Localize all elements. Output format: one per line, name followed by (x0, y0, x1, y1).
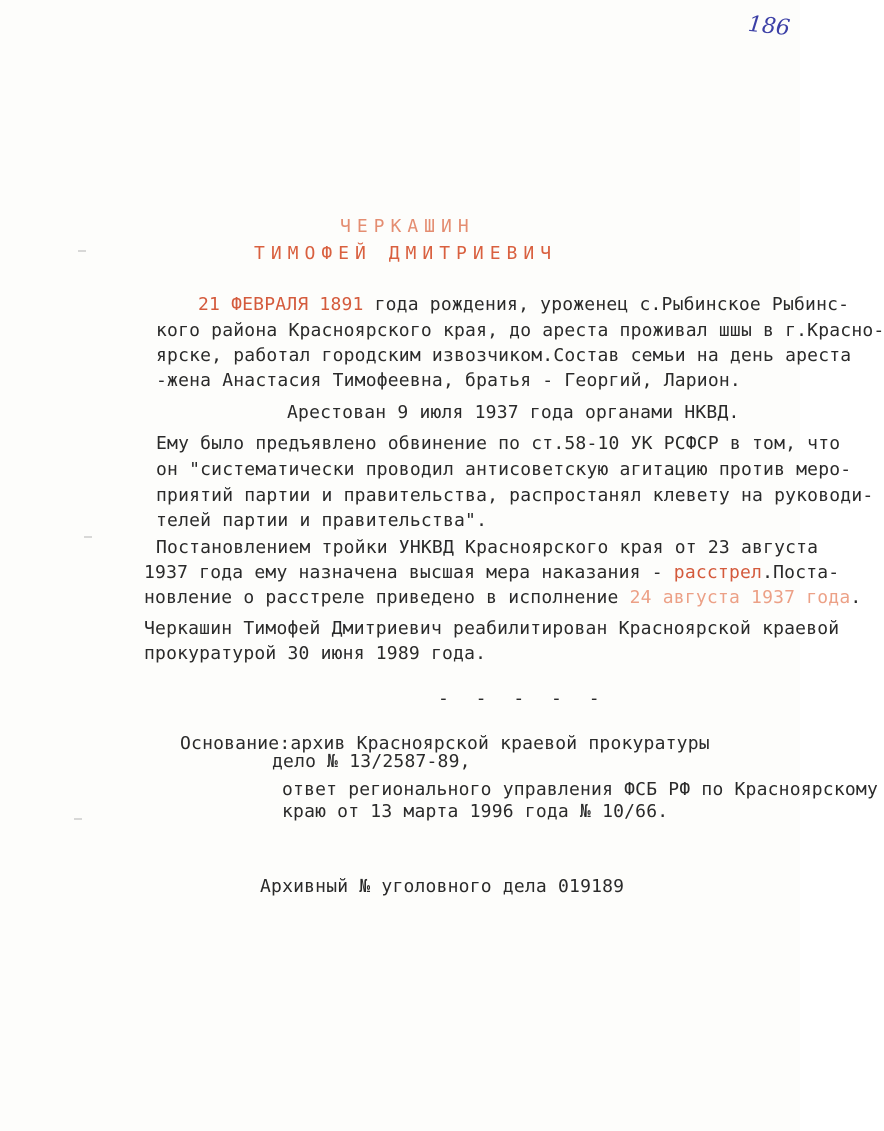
paper-mark (74, 818, 82, 820)
charge-line-3: приятий партии и правительства, распростанял клевету на руководи- (156, 485, 874, 506)
bio-line-1 (198, 294, 849, 315)
basis-line-3: ответ регионального управления ФСБ РФ по Красноярскому (282, 779, 878, 800)
basis-line-4: краю от 13 марта 1996 года № 10/66. (282, 801, 669, 822)
charge-line-2: он "систематически проводил антисоветскую агитацию против меро- (156, 459, 852, 480)
sentence-line-1: Постановлением тройки УНКВД Красноярского края от 23 августа (156, 537, 819, 558)
bio-line-2: кого района Красноярского края, до ареста проживал шшы в г.Красно- (156, 320, 884, 341)
archive-number: Архивный № уголовного дела 019189 (260, 876, 625, 897)
birth-date: 21 ФЕВРАЛЯ 1891 (198, 294, 364, 315)
paper-mark (84, 536, 92, 538)
sentence-line-2-start: 1937 года ему назначена высшая мера наказания - (144, 562, 674, 583)
basis-line-1: Основание:архив Красноярской краевой прокуратуры (180, 733, 710, 754)
sentence-line-3-start: новление о расстреле приведено в исполнение (144, 587, 630, 608)
arrest-line: Арестован 9 июля 1937 года органами НКВД. (287, 402, 740, 423)
sheet-number: 186 (746, 11, 792, 42)
title-name: ТИМОФЕЙ ДМИТРИЕВИЧ (254, 243, 558, 264)
bio-line-3: ярске, работал городским извозчиком.Состав семьи на день ареста (156, 345, 852, 366)
title-surname: ЧЕРКАШИН (340, 216, 475, 237)
rehab-line-2: прокуратурой 30 июня 1989 года. (144, 643, 487, 664)
execution-date: 24 августа 1937 года (629, 587, 851, 608)
bio-line-4: -жена Анастасия Тимофеевна, братья - Георгий, Ларион. (156, 370, 741, 391)
sentence-line-3-end: . (850, 587, 862, 608)
rehab-line-1: Черкашин Тимофей Дмитриевич реабилитирован Красноярской краевой (144, 618, 840, 639)
sentence-line-2-end: .Поста- (762, 562, 840, 583)
separator: - - - - - (438, 688, 608, 709)
basis-line-2: дело № 13/2587-89, (272, 751, 471, 772)
charge-line-1: Ему было предъявлено обвинение по ст.58-10 УК РСФСР в том, что (156, 433, 841, 454)
paper-mark (78, 250, 86, 252)
sentence-line-2 (144, 562, 839, 583)
bio-line-1-rest: года рождения, уроженец с.Рыбинское Рыбинс- (363, 294, 850, 315)
sentence-line-3 (144, 587, 861, 608)
execution-word: расстрел (673, 562, 763, 583)
charge-line-4: телей партии и правительства". (156, 510, 488, 531)
